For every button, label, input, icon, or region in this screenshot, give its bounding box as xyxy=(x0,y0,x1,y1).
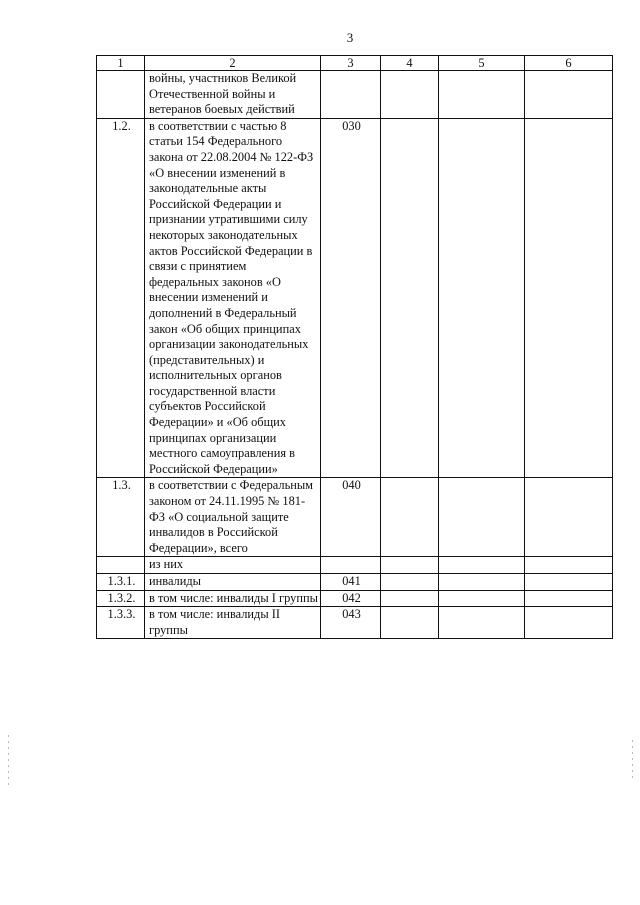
header-cell-6: 6 xyxy=(525,56,613,71)
row-cell-6 xyxy=(525,557,613,574)
row-code: 043 xyxy=(321,607,381,639)
row-cell-4 xyxy=(381,607,439,639)
row-cell-5 xyxy=(439,590,525,607)
row-description: войны, участников Великой Отечественной войны и ветеранов боевых действий xyxy=(145,71,321,119)
header-cell-2: 2 xyxy=(145,56,321,71)
header-cell-3: 3 xyxy=(321,56,381,71)
table-row xyxy=(97,607,613,639)
row-number: 1.2. xyxy=(97,118,145,478)
row-code: 042 xyxy=(321,590,381,607)
row-cell-5 xyxy=(439,118,525,478)
header-cell-5: 5 xyxy=(439,56,525,71)
row-cell-4 xyxy=(381,118,439,478)
row-cell-6 xyxy=(525,478,613,557)
row-cell-6 xyxy=(525,590,613,607)
row-number xyxy=(97,71,145,119)
row-cell-4 xyxy=(381,71,439,119)
row-cell-5 xyxy=(439,607,525,639)
table-row xyxy=(97,557,613,574)
row-description: в том числе: инвалиды II группы xyxy=(145,607,321,639)
table-row xyxy=(97,478,613,557)
row-code: 040 xyxy=(321,478,381,557)
row-number: 1.3.1. xyxy=(97,574,145,591)
scan-margin-mark-left xyxy=(8,735,9,785)
page-number: 3 xyxy=(346,30,354,45)
row-number: 1.3. xyxy=(97,478,145,557)
table-row xyxy=(97,118,613,478)
row-description: в том числе: инвалиды I группы xyxy=(145,590,321,607)
row-cell-4 xyxy=(381,557,439,574)
table-row xyxy=(97,590,613,607)
row-cell-5 xyxy=(439,574,525,591)
row-number: 1.3.3. xyxy=(97,607,145,639)
table-header-row xyxy=(97,56,613,71)
table-row xyxy=(97,574,613,591)
row-description: инвалиды xyxy=(145,574,321,591)
scan-margin-mark-right xyxy=(632,740,633,780)
row-description: в соответствии с Федеральным законом от 24.11.1995 № 181-ФЗ «О социальной защите инвалидов в Российской Федерации», всего xyxy=(145,478,321,557)
row-number: 1.3.2. xyxy=(97,590,145,607)
header-cell-1: 1 xyxy=(97,56,145,71)
row-code xyxy=(321,557,381,574)
row-cell-6 xyxy=(525,118,613,478)
row-code: 041 xyxy=(321,574,381,591)
row-description: в соответствии с частью 8 статьи 154 Федерального закона от 22.08.2004 № 122-ФЗ «О внесении изменений в законодательные акты Российской Федерации и признании утратившими силу некоторых законодательных актов Российской Федерации в связи с принятием федеральных законов «О внесении изменений и дополнений в Федеральный закон «Об общих принципах организации законодательных (представительных) и исполнительных органов государственной власти субъектов Российской Федерации» и «Об общих принципах организации местного самоуправления в Российской Федерации» xyxy=(145,118,321,478)
row-cell-5 xyxy=(439,478,525,557)
row-cell-4 xyxy=(381,478,439,557)
row-cell-4 xyxy=(381,590,439,607)
row-code: 030 xyxy=(321,118,381,478)
row-cell-6 xyxy=(525,574,613,591)
row-cell-6 xyxy=(525,607,613,639)
row-description: из них xyxy=(145,557,321,574)
header-cell-4: 4 xyxy=(381,56,439,71)
row-cell-5 xyxy=(439,557,525,574)
row-cell-4 xyxy=(381,574,439,591)
row-cell-6 xyxy=(525,71,613,119)
table-row xyxy=(97,71,613,119)
row-number xyxy=(97,557,145,574)
row-cell-5 xyxy=(439,71,525,119)
row-code xyxy=(321,71,381,119)
report-table xyxy=(96,55,613,639)
